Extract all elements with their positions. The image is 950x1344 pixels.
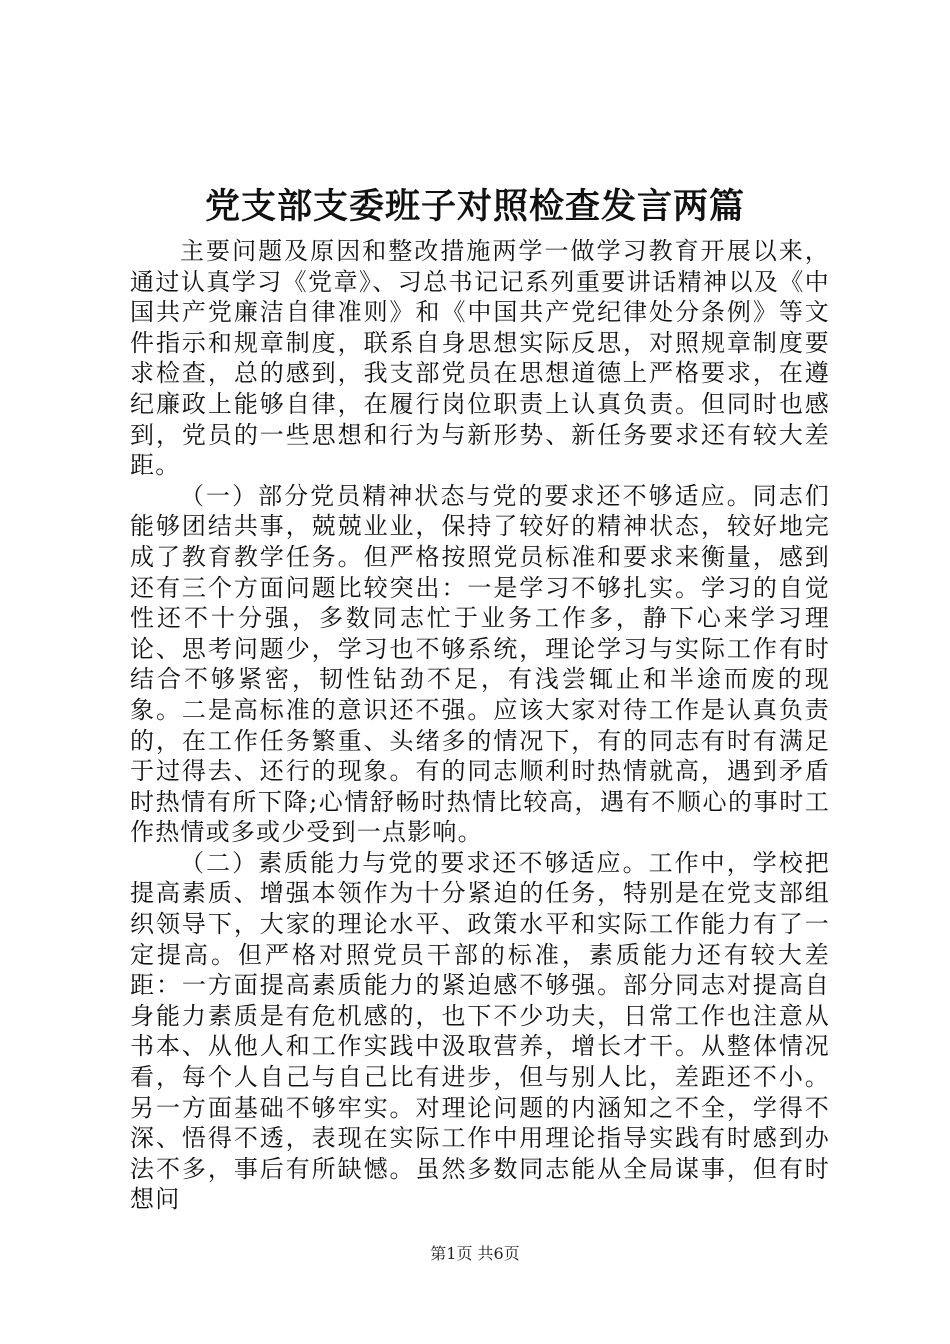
paragraph-section-2: （二）素质能力与党的要求还不够适应。工作中，学校把提高素质、增强本领作为十分紧迫的任务，特别是在党支部组织领导下，大家的理论水平、政策水平和实际工作能力有了一定提高。但严格对照党员干部的标准，素质能力还有较大差距：一方面提高素质能力的紧迫感不够强。部分同志对提高自身能力素质是有危机感的，也下不少功夫，日常工作也注意从书本、从他人和工作实践中汲取营养，增长才干。从整体情况看，每个人自己与自己比有进步，但与别人比，差距还不小。另一方面基础不够牢实。对理论问题的内涵知之不全，学得不深、悟得不透，表现在实际工作中用理论指导实践有时感到办法不多，事后有所缺憾。虽然多数同志能从全局谋事，但有时想问: [130, 848, 830, 1214]
page-number: 第1页 共6页: [430, 1244, 520, 1263]
paragraph-intro: 主要问题及原因和整改措施两学一做学习教育开展以来，通过认真学习《党章》、习总书记记系列重要讲话精神以及《中国共产党廉洁自律准则》和《中国共产党纪律处分条例》等文件指示和规章制度，联系自身思想实际反思，对照规章制度要求检查，总的感到，我支部党员在思想道德上严格要求，在遵纪廉政上能够自律，在履行岗位职责上认真负责。但同时也感到，党员的一些思想和行为与新形势、新任务要求还有较大差距。: [130, 237, 830, 480]
page-footer: [0, 1243, 950, 1265]
document-title: 党支部支委班子对照检查发言两篇: [204, 186, 745, 227]
document-body: [130, 236, 830, 1215]
paragraph-section-1: （一）部分党员精神状态与党的要求还不够适应。同志们能够团结共事，兢兢业业，保持了较好的精神状态，较好地完成了教育教学任务。但严格按照党员标准和要求来衡量，感到还有三个方面问题比较突出：一是学习不够扎实。学习的自觉性还不十分强，多数同志忙于业务工作多，静下心来学习理论、思考问题少，学习也不够系统，理论学习与实际工作有时结合不够紧密，韧性钻劲不足，有浅尝辄止和半途而废的现象。二是高标准的意识还不强。应该大家对待工作是认真负责的，在工作任务繁重、头绪多的情况下，有的同志有时有满足于过得去、还行的现象。有的同志顺利时热情就高，遇到矛盾时热情有所下降;心情舒畅时热情比较高，遇有不顺心的事时工作热情或多或少受到一点影响。: [130, 481, 830, 847]
